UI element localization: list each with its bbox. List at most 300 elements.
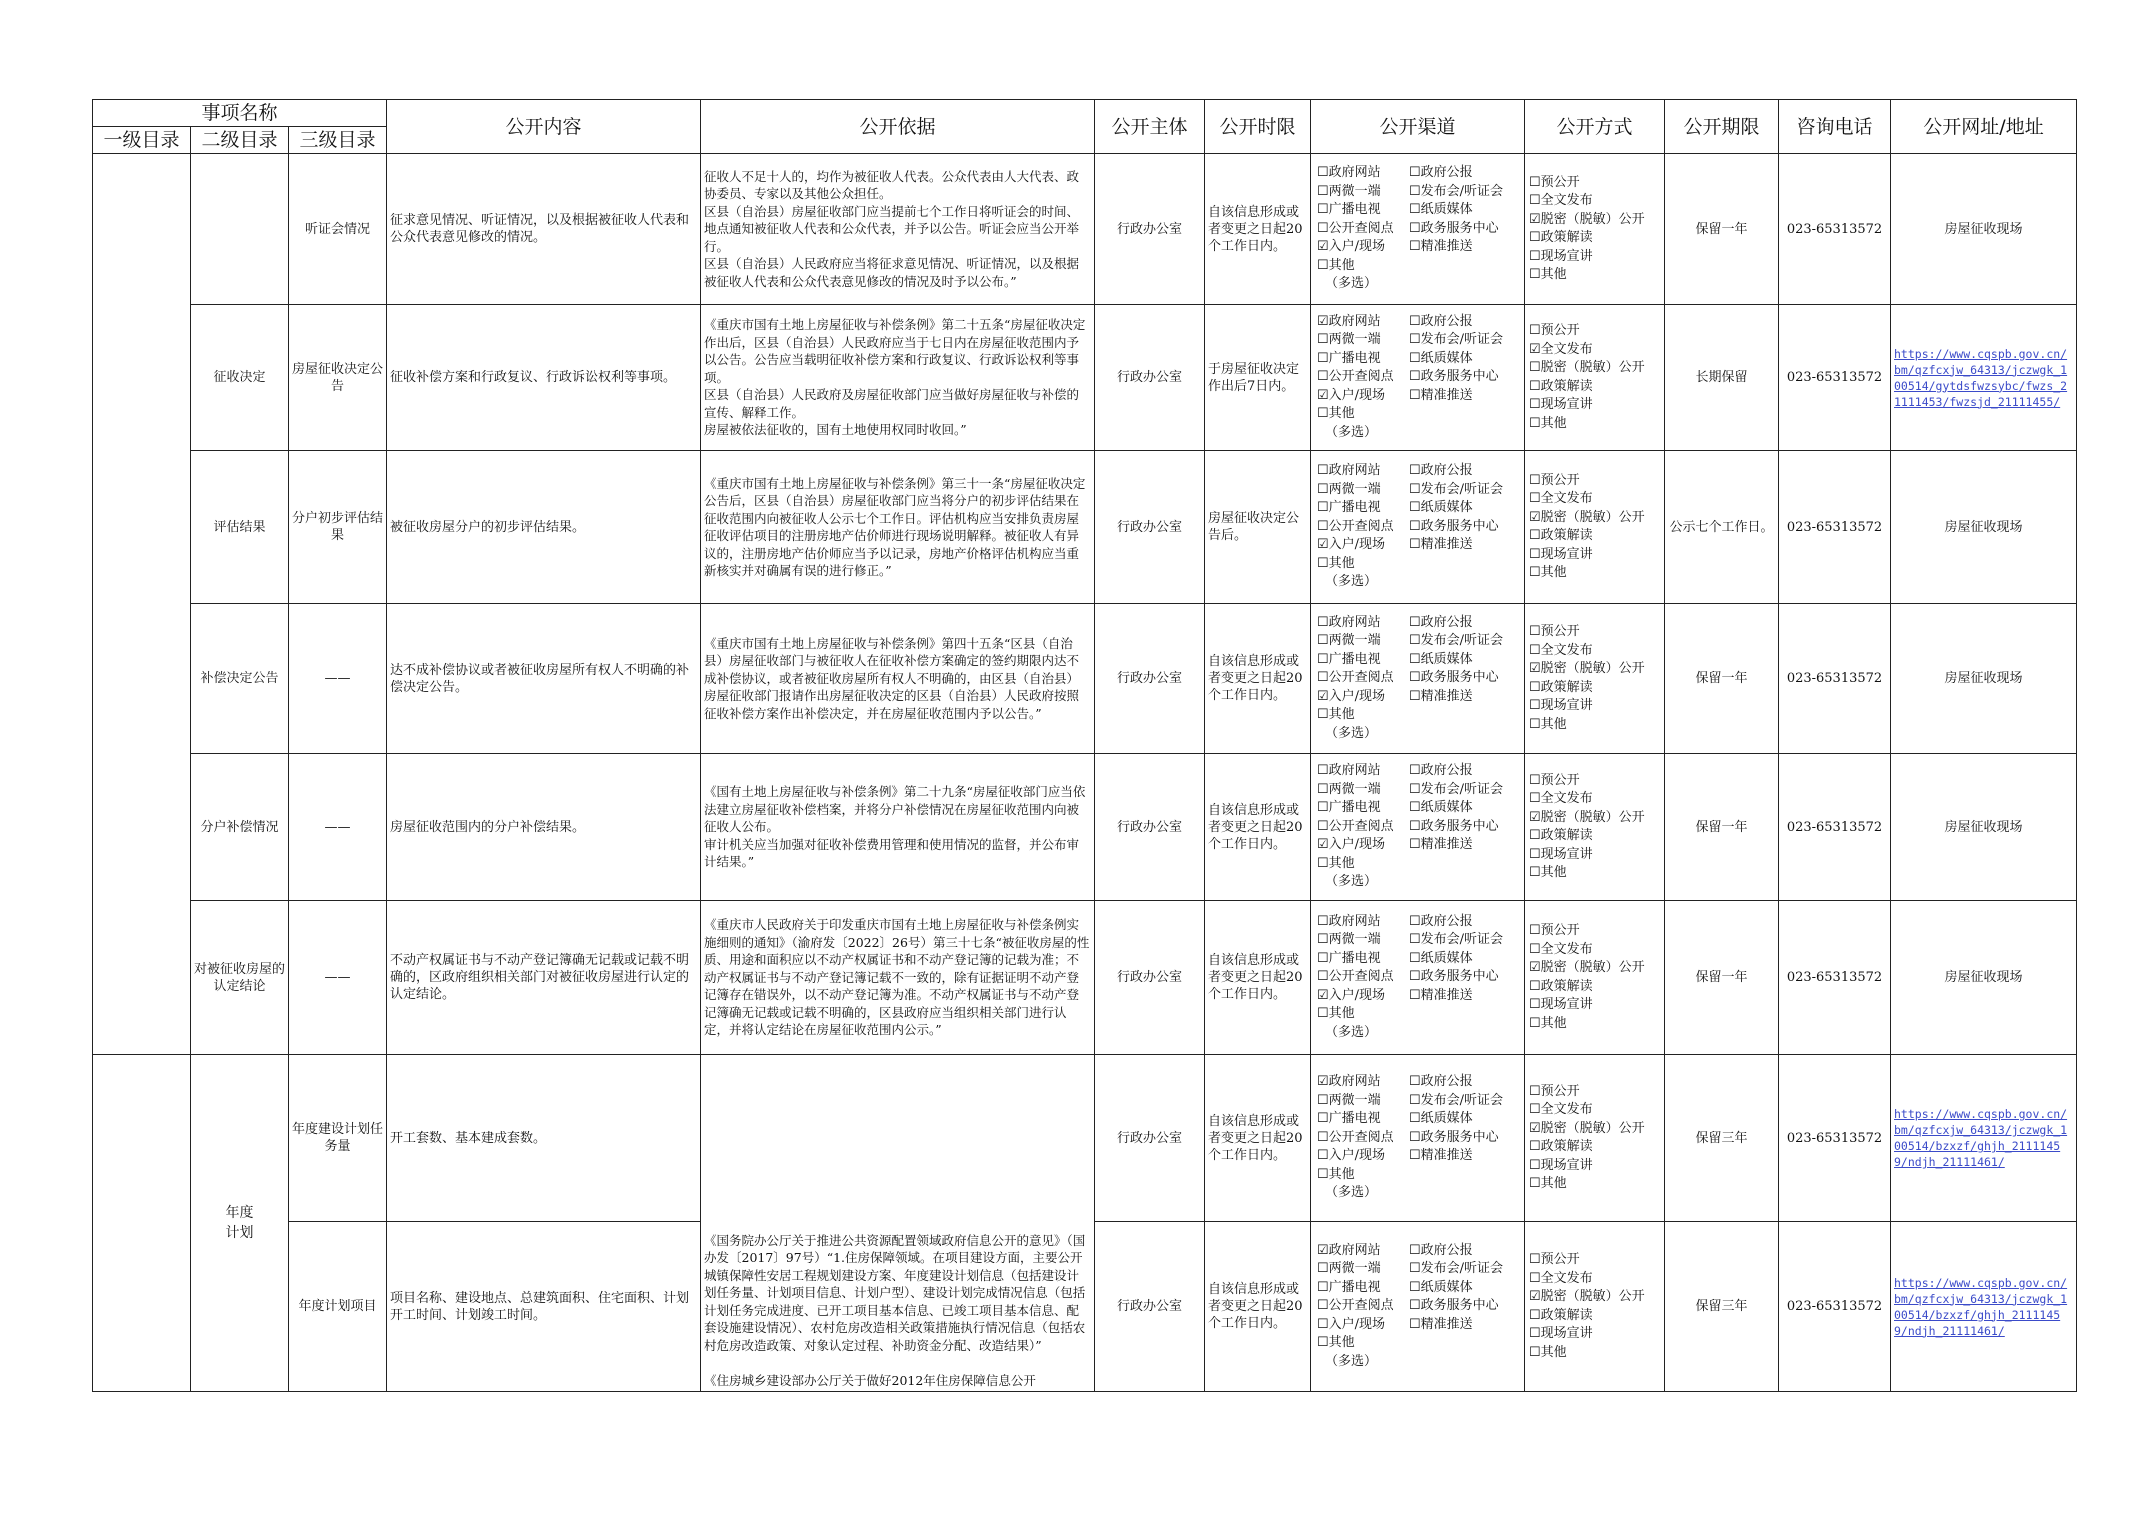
channel-two-micro [1317,781,1409,800]
channel-cell [1311,754,1525,901]
basis-cell: 《国务院办公厅关于推进公共资源配置领域政府信息公开的意见》（国办发〔2017〕97号）“1.住房保障领域。在项目建设方面，主要公开城镇保障性安居工程规划建设方案、年度建设计划信息（包括建设计划任务量、计划项目信息、计划户型）、建设计划完成情况信息（包括计划任务完成进度、已开工项目基本信息、已竣工项目基本信息、配套设施建设情况）、农村危房改造相关政策措施执行情况信息（包括农村危房改造政策、对象认定过程、补助资金分配、改造结果）” 《住房城乡建设部办公厅关于做好2012年住房保障信息公开 [701,1055,1095,1392]
url-link[interactable]: https://www.cqspb.gov.cn/bm/qzfcxjw_64313/jczwgk_100514/bzxzf/ghjh_21111459/ndjh_21111461/ [1894,1275,2068,1338]
checkbox-icon: ☑ [1317,837,1329,853]
channel-service-center [1409,818,1513,837]
channel-paper [1409,950,1513,969]
checkbox-icon: ☐ [1409,818,1421,834]
checkbox-icon: ☐ [1317,1006,1329,1022]
channel-service-center-label: 政务服务中心 [1420,818,1499,834]
method-onsite-explain [1529,396,1661,415]
url-cell [1891,1055,2077,1222]
url-text: 房屋征收现场 [1944,970,2023,985]
channel-paper [1409,1279,1513,1298]
time-limit-cell: 自该信息形成或者变更之日起20个工作日内。 [1205,754,1311,901]
channel-broadcast [1317,1279,1409,1298]
method-onsite-explain [1529,697,1661,716]
checkbox-icon: ☐ [1317,818,1329,834]
checkbox-icon: ☐ [1317,332,1329,348]
checkbox-icon: ☑ [1317,313,1329,329]
checkbox-icon: ☐ [1409,463,1421,479]
channel-press-label: 发布会/听证会 [1420,1092,1504,1108]
channel-onsite [1317,387,1409,406]
channel-press-label: 发布会/听证会 [1420,633,1504,649]
method-interpret [1529,827,1661,846]
channel-service-center [1409,1129,1513,1148]
method-full-label: 全文发布 [1540,341,1593,357]
method-cell [1525,1055,1665,1222]
channel-gov-bulletin [1409,164,1513,183]
method-options [1529,922,1661,1033]
channel-service-center-label: 政务服务中心 [1420,518,1499,534]
phone-cell: 023-65313572 [1779,1222,1891,1392]
period-cell: 保留三年 [1665,1222,1779,1392]
checkbox-icon: ☐ [1409,350,1421,366]
period-cell: 保留一年 [1665,901,1779,1055]
method-cell [1525,604,1665,754]
channel-paper-label: 纸质媒体 [1420,800,1473,816]
method-interpret [1529,527,1661,546]
channel-gov-bulletin-label: 政府公报 [1420,614,1473,630]
level1-cell [93,154,191,1055]
checkbox-icon: ☐ [1409,387,1421,403]
checkbox-icon: ☐ [1529,978,1541,994]
channel-broadcast-label: 广播电视 [1328,202,1381,218]
method-desensitized-label: 脱密（脱敏）公开 [1540,661,1645,676]
channel-onsite-label: 入户/现场 [1328,387,1386,403]
method-pre [1529,1251,1661,1270]
channel-multi-note: （多选） [1325,725,1378,741]
method-interpret-label: 政策解读 [1540,1139,1593,1154]
channel-gov-site-label: 政府网站 [1328,165,1381,181]
table-row [93,754,2077,901]
checkbox-icon: ☐ [1529,1139,1541,1154]
url-text: 房屋征收现场 [1944,819,2023,835]
channel-cell [1311,1055,1525,1222]
channel-paper [1409,651,1513,670]
channel-gov-bulletin-label: 政府公报 [1420,165,1473,181]
method-cell [1525,305,1665,451]
channel-paper-label: 纸质媒体 [1420,651,1473,667]
method-desensitized-label: 脱密（脱敏）公开 [1540,509,1645,525]
phone-cell: 023-65313572 [1779,451,1891,604]
method-onsite-explain-label: 现场宣讲 [1540,698,1593,713]
method-onsite-explain [1529,546,1661,565]
method-onsite-explain-label: 现场宣讲 [1540,248,1593,264]
subject-cell: 行政办公室 [1095,1222,1205,1392]
method-other [1529,266,1661,285]
method-interpret-label: 政策解读 [1540,378,1593,394]
checkbox-icon: ☐ [1409,537,1421,553]
period-cell: 保留一年 [1665,604,1779,754]
checkbox-icon: ☑ [1529,1289,1541,1304]
channel-broadcast-label: 广播电视 [1328,500,1381,516]
checkbox-icon: ☐ [1529,1015,1541,1031]
channel-gov-bulletin [1409,313,1513,332]
method-options [1529,322,1661,433]
checkbox-icon: ☐ [1529,174,1541,190]
channel-options [1317,164,1521,294]
channel-broadcast-label: 广播电视 [1328,800,1381,816]
checkbox-icon: ☐ [1317,500,1329,516]
checkbox-icon: ☐ [1529,791,1541,806]
channel-two-micro [1317,931,1409,950]
channel-paper [1409,499,1513,518]
url-cell [1891,154,2077,305]
checkbox-icon: ☐ [1409,614,1421,630]
channel-other [1317,257,1513,276]
checkbox-icon: ☐ [1529,923,1541,938]
header-url: 公开网址/地址 [1891,100,2077,154]
checkbox-icon: ☐ [1317,932,1329,948]
checkbox-icon: ☐ [1409,332,1421,348]
channel-reading-point-label: 公开查阅点 [1328,369,1394,385]
checkbox-icon: ☐ [1529,491,1541,506]
channel-options [1317,762,1521,892]
channel-broadcast [1317,799,1409,818]
channel-gov-bulletin-label: 政府公报 [1420,1074,1473,1090]
method-full-label: 全文发布 [1540,491,1593,506]
time-limit-cell: 自该信息形成或者变更之日起20个工作日内。 [1205,154,1311,305]
channel-gov-bulletin [1409,462,1513,481]
checkbox-icon: ☐ [1409,781,1421,797]
channel-multi-note: （多选） [1325,1024,1378,1040]
checkbox-icon: ☐ [1317,651,1329,667]
period-cell: 保留三年 [1665,1055,1779,1222]
channel-press [1409,1092,1513,1111]
channel-broadcast [1317,201,1409,220]
method-desensitized [1529,809,1661,828]
channel-onsite-label: 入户/现场 [1328,987,1386,1003]
channel-broadcast-label: 广播电视 [1328,950,1381,966]
channel-cell [1311,901,1525,1055]
checkbox-icon: ☑ [1529,809,1541,825]
basis-cell: 征收人不足十人的，均作为被征收人代表。公众代表由人大代表、政协委员、专家以及其他公众担任。 区县（自治县）房屋征收部门应当提前七个工作日将听证会的时间、地点通知被征收人代表和公众代表，并予以公告。听证会应当公开举行。 区县（自治县）人民政府应当将征求意见情况、听证情况，以及根据被征收人代表和公众代表意见修改的情况及时予以公布。” [701,154,1095,305]
channel-precise-push [1409,387,1513,406]
table-row [93,901,2077,1055]
channel-paper [1409,201,1513,220]
subject-cell: 行政办公室 [1095,1055,1205,1222]
channel-gov-bulletin [1409,1242,1513,1261]
channel-onsite [1317,536,1409,555]
channel-broadcast-label: 广播电视 [1328,1279,1381,1295]
checkbox-icon: ☐ [1529,193,1541,208]
channel-cell [1311,154,1525,305]
checkbox-icon: ☐ [1529,642,1541,658]
channel-broadcast-label: 广播电视 [1328,350,1381,366]
content-cell: 房屋征收范围内的分户补偿结果。 [387,754,701,901]
checkbox-icon: ☐ [1317,257,1329,273]
method-desensitized [1529,509,1661,528]
method-desensitized-label: 脱密（脱敏）公开 [1540,809,1645,825]
channel-gov-site [1317,614,1409,633]
url-text: 房屋征收现场 [1944,519,2023,535]
checkbox-icon: ☑ [1317,1074,1329,1090]
checkbox-icon: ☐ [1409,1242,1421,1258]
method-desensitized [1529,359,1661,378]
checkbox-icon: ☐ [1409,688,1421,704]
channel-precise-push-label: 精准推送 [1420,1316,1473,1332]
channel-onsite [1317,1147,1409,1166]
method-full [1529,790,1661,809]
method-pre-label: 预公开 [1540,1252,1580,1267]
channel-gov-bulletin [1409,1073,1513,1092]
checkbox-icon: ☐ [1317,220,1329,236]
channel-options [1317,462,1521,592]
channel-precise-push [1409,987,1513,1006]
checkbox-icon: ☐ [1317,1279,1329,1295]
url-cell [1891,305,2077,451]
checkbox-icon: ☐ [1529,397,1541,412]
channel-press [1409,931,1513,950]
method-cell [1525,451,1665,604]
channel-broadcast-label: 广播电视 [1328,1111,1381,1127]
checkbox-icon: ☐ [1529,1326,1541,1341]
channel-press-label: 发布会/听证会 [1420,932,1504,948]
method-desensitized [1529,959,1661,978]
method-full [1529,941,1661,960]
channel-other-label: 其他 [1328,406,1355,422]
checkbox-icon: ☐ [1409,633,1421,649]
checkbox-icon: ☐ [1529,230,1541,245]
method-onsite-explain [1529,248,1661,267]
channel-service-center-label: 政务服务中心 [1420,220,1499,236]
method-pre-label: 预公开 [1540,923,1580,938]
checkbox-icon: ☐ [1409,313,1421,329]
channel-press-label: 发布会/听证会 [1420,1261,1504,1277]
checkbox-icon: ☐ [1317,165,1329,181]
subject-cell: 行政办公室 [1095,305,1205,451]
method-interpret-label: 政策解读 [1540,679,1593,695]
checkbox-icon: ☐ [1529,546,1541,562]
checkbox-icon: ☐ [1409,1092,1421,1108]
method-pre-label: 预公开 [1540,472,1580,488]
period-cell: 保留一年 [1665,754,1779,901]
period-cell: 长期保留 [1665,305,1779,451]
channel-reading-point-label: 公开查阅点 [1328,220,1394,236]
channel-broadcast [1317,651,1409,670]
channel-reading-point-label: 公开查阅点 [1328,670,1394,686]
checkbox-icon: ☐ [1529,679,1541,695]
channel-service-center [1409,220,1513,239]
method-other-label: 其他 [1540,1015,1567,1031]
checkbox-icon: ☐ [1409,239,1421,255]
checkbox-icon: ☐ [1317,406,1329,422]
checkbox-icon: ☐ [1529,865,1541,880]
channel-two-micro-label: 两微一端 [1328,932,1381,948]
method-onsite-explain-label: 现场宣讲 [1540,997,1593,1012]
method-full-label: 全文发布 [1540,642,1593,658]
method-full-label: 全文发布 [1540,1102,1593,1117]
method-other [1529,1175,1661,1194]
phone-cell: 023-65313572 [1779,154,1891,305]
checkbox-icon: ☐ [1317,913,1329,929]
checkbox-icon: ☐ [1529,1307,1541,1323]
table-row [93,451,2077,604]
checkbox-icon: ☐ [1409,800,1421,816]
url-link[interactable]: https://www.cqspb.gov.cn/bm/qzfcxjw_64313/jczwgk_100514/gytdsfwzsybc/fwzs_21111453/fwzsjd_21111455/ [1894,346,2068,409]
channel-reading-point-label: 公开查阅点 [1328,1129,1394,1145]
method-full-label: 全文发布 [1540,941,1593,957]
channel-service-center [1409,518,1513,537]
checkbox-icon: ☐ [1409,481,1421,497]
url-text: 房屋征收现场 [1944,221,2023,237]
channel-gov-site-label: 政府网站 [1328,1242,1381,1258]
channel-precise-push-label: 精准推送 [1420,239,1473,255]
method-other-label: 其他 [1540,1344,1567,1360]
checkbox-icon: ☐ [1317,1129,1329,1145]
method-interpret [1529,378,1661,397]
checkbox-icon: ☐ [1317,763,1329,779]
channel-reading-point [1317,220,1409,239]
channel-precise-push-label: 精准推送 [1420,387,1473,403]
level3-cell: 房屋征收决定公告 [289,305,387,451]
method-interpret-label: 政策解读 [1540,828,1593,843]
level3-cell: 听证会情况 [289,154,387,305]
disclosure-table [92,99,2077,1392]
channel-onsite-label: 入户/现场 [1328,239,1386,255]
checkbox-icon: ☐ [1317,481,1329,497]
level2-cell [191,1055,289,1392]
method-full [1529,490,1661,509]
checkbox-icon: ☐ [1317,1335,1329,1351]
time-limit-cell: 自该信息形成或者变更之日起20个工作日内。 [1205,604,1311,754]
method-full [1529,1270,1661,1289]
channel-gov-bulletin-label: 政府公报 [1420,313,1473,329]
channel-gov-site-label: 政府网站 [1328,1074,1381,1090]
checkbox-icon: ☐ [1317,633,1329,649]
table-row [93,305,2077,451]
method-desensitized [1529,1288,1661,1307]
subject-cell: 行政办公室 [1095,604,1205,754]
channel-two-micro [1317,1260,1409,1279]
header-period: 公开期限 [1665,100,1779,154]
channel-press [1409,781,1513,800]
phone-cell: 023-65313572 [1779,1055,1891,1222]
checkbox-icon: ☐ [1529,378,1541,394]
channel-gov-site-label: 政府网站 [1328,614,1381,630]
checkbox-icon: ☐ [1317,202,1329,218]
checkbox-icon: ☐ [1409,950,1421,966]
method-options [1529,772,1661,883]
method-desensitized [1529,211,1661,230]
checkbox-icon: ☐ [1529,415,1541,431]
checkbox-icon: ☐ [1529,1157,1541,1173]
url-link[interactable]: https://www.cqspb.gov.cn/bm/qzfcxjw_64313/jczwgk_100514/bzxzf/ghjh_21111459/ndjh_21111461/ [1894,1107,2068,1169]
channel-precise-push [1409,238,1513,257]
period-cell: 公示七个工作日。 [1665,451,1779,604]
method-full [1529,192,1661,211]
method-full-label: 全文发布 [1540,791,1593,806]
channel-precise-push [1409,536,1513,555]
checkbox-icon: ☐ [1529,624,1541,639]
method-desensitized-label: 脱密（脱敏）公开 [1540,211,1645,227]
channel-broadcast-label: 广播电视 [1328,651,1381,667]
method-options [1529,623,1661,734]
checkbox-icon: ☐ [1409,500,1421,516]
channel-other [1317,1005,1513,1024]
channel-service-center-label: 政务服务中心 [1420,1298,1499,1314]
checkbox-icon: ☐ [1409,1111,1421,1127]
checkbox-icon: ☑ [1529,1120,1541,1136]
channel-service-center-label: 政务服务中心 [1420,1129,1499,1145]
channel-other [1317,1334,1513,1353]
content-cell: 达不成补偿协议或者被征收房屋所有权人不明确的补偿决定公告。 [387,604,701,754]
channel-onsite-label: 入户/现场 [1328,537,1386,553]
method-onsite-explain-label: 现场宣讲 [1540,546,1593,562]
checkbox-icon: ☑ [1317,387,1329,403]
subject-cell: 行政办公室 [1095,754,1205,901]
checkbox-icon: ☐ [1317,350,1329,366]
method-other-label: 其他 [1540,865,1567,880]
channel-reading-point-label: 公开查阅点 [1328,1298,1394,1314]
channel-precise-push-label: 精准推送 [1420,537,1473,553]
checkbox-icon: ☐ [1317,1298,1329,1314]
checkbox-icon: ☐ [1409,1279,1421,1295]
channel-other [1317,855,1513,874]
checkbox-icon: ☐ [1529,772,1541,788]
time-limit-cell: 自该信息形成或者变更之日起20个工作日内。 [1205,1222,1311,1392]
channel-other-label: 其他 [1328,257,1355,273]
channel-two-micro [1317,183,1409,202]
method-other-label: 其他 [1540,415,1567,431]
channel-precise-push [1409,836,1513,855]
table-row [93,1055,2077,1222]
checkbox-icon: ☐ [1529,716,1541,732]
method-other [1529,716,1661,735]
method-onsite-explain [1529,846,1661,865]
checkbox-icon: ☐ [1317,1092,1329,1108]
channel-press-label: 发布会/听证会 [1420,781,1504,797]
channel-gov-site [1317,462,1409,481]
checkbox-icon: ☐ [1409,1298,1421,1314]
checkbox-icon: ☐ [1317,1148,1329,1164]
subject-cell: 行政办公室 [1095,901,1205,1055]
channel-reading-point [1317,818,1409,837]
checkbox-icon: ☐ [1409,369,1421,385]
checkbox-icon: ☐ [1409,165,1421,181]
channel-precise-push-label: 精准推送 [1420,837,1473,853]
method-cell [1525,901,1665,1055]
level2-label: 年度 计划 [225,1205,254,1241]
table-row [93,604,2077,754]
checkbox-icon: ☐ [1529,267,1541,282]
content-cell: 项目名称、建设地点、总建筑面积、住宅面积、计划开工时间、计划竣工时间。 [387,1222,701,1392]
method-pre [1529,623,1661,642]
method-desensitized-label: 脱密（脱敏）公开 [1540,1289,1645,1304]
checkbox-icon: ☐ [1529,1102,1541,1117]
channel-two-micro-label: 两微一端 [1328,1261,1381,1277]
content-cell: 不动产权属证书与不动产登记簿确无记载或记载不明确的，区政府组织相关部门对被征收房屋进行认定的认定结论。 [387,901,701,1055]
checkbox-icon: ☐ [1529,1083,1541,1099]
checkbox-icon: ☑ [1529,211,1541,227]
channel-paper [1409,799,1513,818]
header-level1: 一级目录 [93,127,191,154]
channel-paper-label: 纸质媒体 [1420,500,1473,516]
method-interpret [1529,1307,1661,1326]
checkbox-icon: ☐ [1317,463,1329,479]
checkbox-icon: ☐ [1409,763,1421,779]
checkbox-icon: ☐ [1317,614,1329,630]
channel-multi-note: （多选） [1325,276,1378,292]
method-cell [1525,754,1665,901]
channel-precise-push [1409,1316,1513,1335]
channel-press [1409,183,1513,202]
channel-gov-bulletin-label: 政府公报 [1420,763,1473,779]
method-interpret-label: 政策解读 [1540,1307,1593,1323]
checkbox-icon: ☐ [1529,828,1541,843]
channel-precise-push-label: 精准推送 [1420,1148,1473,1164]
channel-multi-note: （多选） [1325,574,1378,590]
